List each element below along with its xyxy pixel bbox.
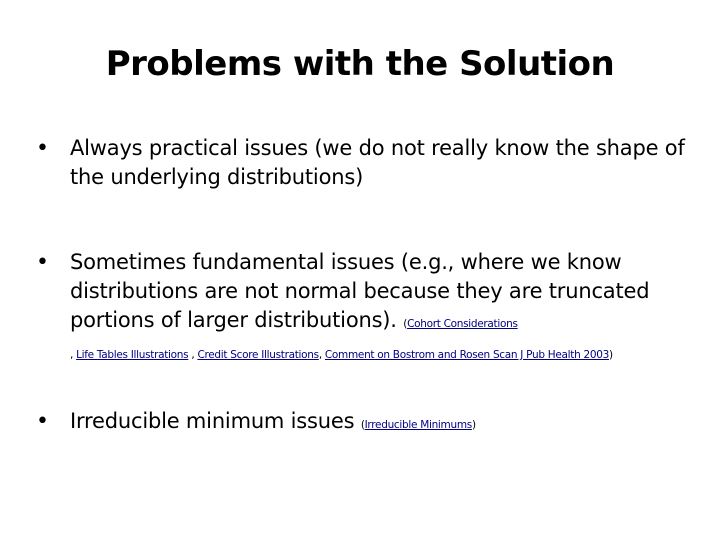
refs-close: )	[471, 419, 476, 431]
bullet-dot: •	[36, 409, 49, 434]
refs-separator: ,	[188, 349, 198, 361]
slide-title: Problems with the Solution	[105, 44, 615, 84]
link-cohort-considerations[interactable]: Cohort Considerations	[407, 318, 518, 330]
bullet-dot: •	[36, 136, 49, 161]
bullet-fundamental-issues	[36, 248, 696, 363]
reference-links	[70, 345, 690, 363]
link-irreducible-minimums[interactable]: Irreducible Minimums	[364, 419, 472, 431]
refs-open: (	[403, 318, 408, 330]
bullet-text-wrapper	[70, 248, 696, 339]
link-life-tables-illustrations[interactable]: Life Tables Illustrations	[76, 349, 189, 361]
link-comment-bostrom-rosen[interactable]: Comment on Bostrom and Rosen Scan J Pub Health 2003	[324, 349, 609, 361]
bullet-text: Sometimes fundamental issues (e.g., where we know distributions are not normal because they are truncated portions of larger distributions).	[70, 250, 650, 332]
bullet-practical-issues	[36, 134, 696, 192]
refs-close: )	[609, 349, 613, 361]
link-credit-score-illustrations[interactable]: Credit Score Illustrations	[197, 349, 319, 361]
refs-separator: ,	[318, 349, 325, 361]
refs-separator: ,	[70, 349, 77, 361]
refs-open: (	[360, 419, 365, 431]
bullet-text-wrapper	[70, 407, 696, 440]
bullet-dot: •	[36, 250, 49, 275]
bullet-irreducible-minimum	[36, 407, 696, 440]
bullet-text: Always practical issues (we do not really know the shape of the underlying distributions)	[70, 136, 685, 189]
bullet-text: Irreducible minimum issues	[70, 409, 355, 433]
